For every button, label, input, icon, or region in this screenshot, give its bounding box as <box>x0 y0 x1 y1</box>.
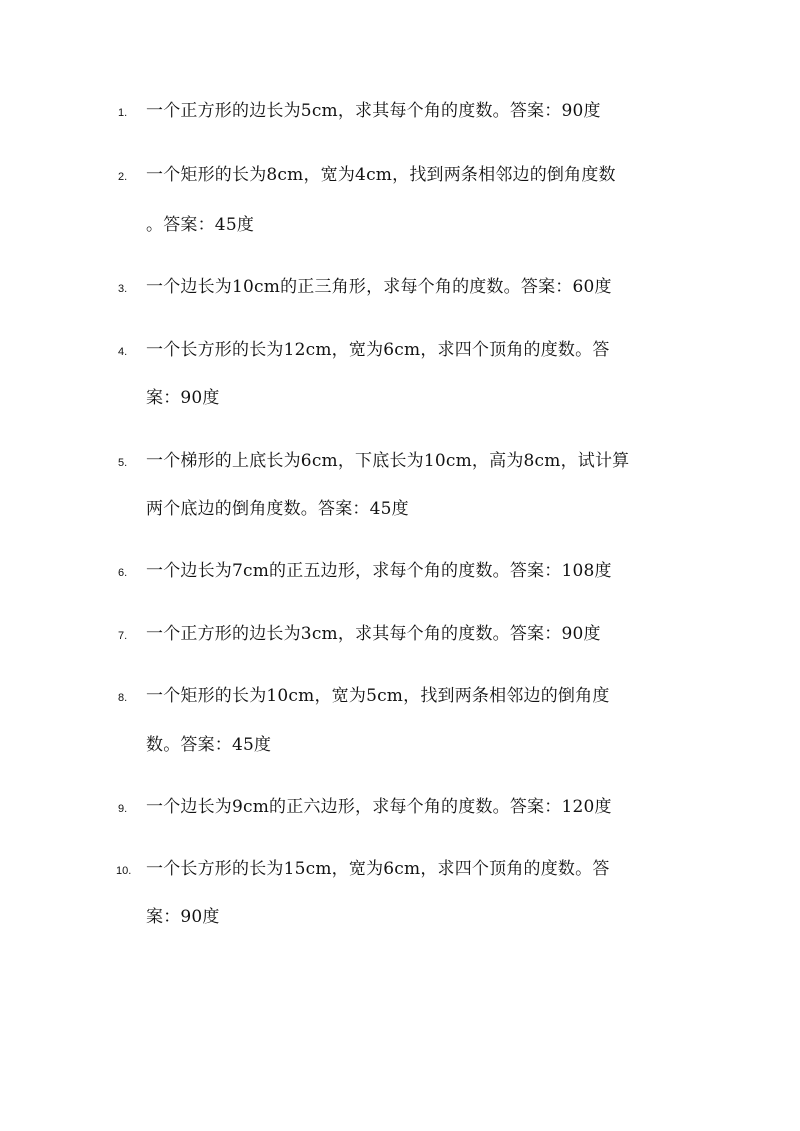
question-number: 6. <box>118 567 128 579</box>
question-text-line: 一个边长为7cm的正五边形，求每个角的度数。答案：108度 <box>146 561 612 581</box>
question-text-line: 一个边长为10cm的正三角形，求每个角的度数。答案：60度 <box>146 277 612 297</box>
question-number: 4. <box>118 346 128 358</box>
question-number: 8. <box>118 692 128 704</box>
question-text-line: 一个边长为9cm的正六边形，求每个角的度数。答案：120度 <box>146 797 612 817</box>
question-number: 3. <box>118 283 128 295</box>
question-text-line: 一个正方形的边长为3cm，求其每个角的度数。答案：90度 <box>146 624 601 644</box>
question-number: 1. <box>118 107 128 119</box>
question-number: 5. <box>118 457 128 469</box>
question-number: 9. <box>118 803 128 815</box>
question-text-line: 一个长方形的长为15cm，宽为6cm，求四个顶角的度数。答 <box>146 859 610 879</box>
question-text-line: 。答案：45度 <box>146 215 255 235</box>
question-text-line: 一个正方形的边长为5cm，求其每个角的度数。答案：90度 <box>146 101 601 121</box>
question-number: 2. <box>118 171 128 183</box>
question-text-line: 案：90度 <box>146 907 220 927</box>
question-text-line: 一个矩形的长为10cm，宽为5cm，找到两条相邻边的倒角度 <box>146 686 610 706</box>
question-text-line: 案：90度 <box>146 388 220 408</box>
question-text-line: 一个梯形的上底长为6cm，下底长为10cm，高为8cm，试计算 <box>146 451 630 471</box>
question-text-line: 一个长方形的长为12cm，宽为6cm，求四个顶角的度数。答 <box>146 340 610 360</box>
question-text-line: 一个矩形的长为8cm，宽为4cm，找到两条相邻边的倒角度数 <box>146 165 616 185</box>
question-number: 10. <box>116 865 132 877</box>
question-number: 7. <box>118 630 128 642</box>
question-text-line: 两个底边的倒角度数。答案：45度 <box>146 499 409 519</box>
question-text-line: 数。答案：45度 <box>146 735 272 755</box>
